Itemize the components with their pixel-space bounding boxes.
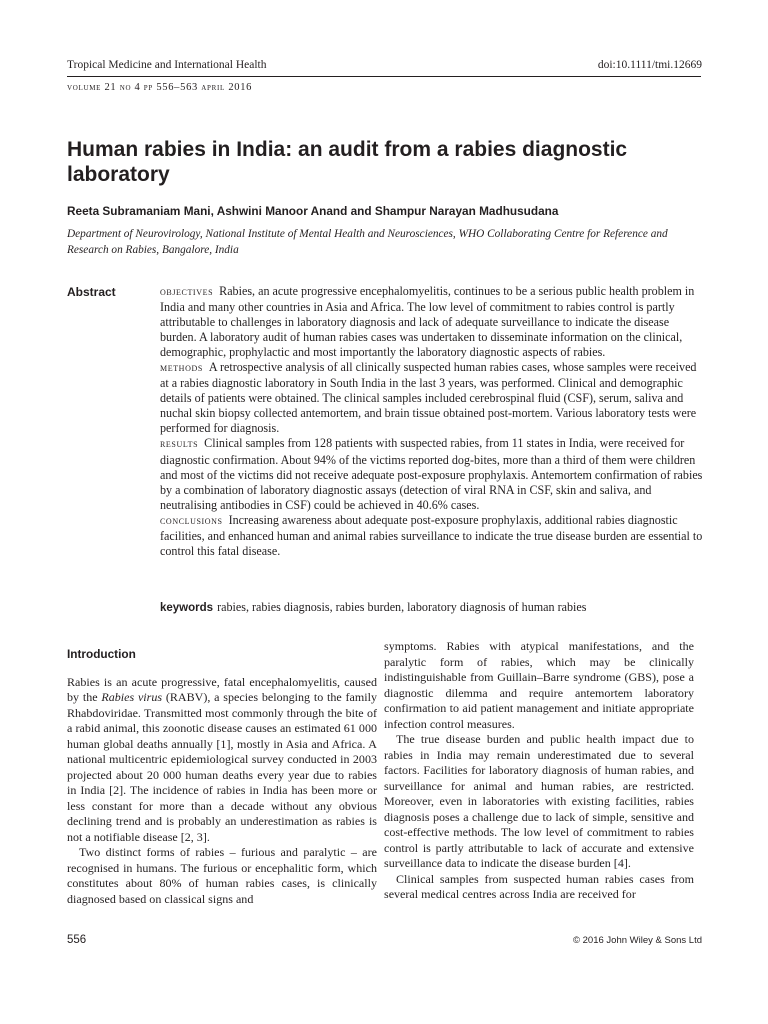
keywords-text: rabies, rabies diagnosis, rabies burden, laboratory diagnosis of human rabies xyxy=(217,600,587,614)
right-paragraph-2: The true disease burden and public health impact due to rabies in India may remain underestimated due to several factors. Facilities for laboratory diagnosis of human rabies, and surveillance for animal and human rabies, are restricted. Moreover, even in laboratories with existing facilities, rabies diagnosis poses a challenge due to lack of simple, sensitive and cost-effective methods. The low level of commitment to rabies control is partly attributable to lack of accurate and extensive surveillance data to indicate the disease burden [4]. xyxy=(384,732,694,870)
abstract-body xyxy=(160,284,708,559)
results-text: Clinical samples from 128 patients with suspected rabies, from 11 states in India, were received for diagnostic confirmation. About 94% of the victims reported dog-bites, more than a third of them were children and most of the victims did not receive adequate post-exposure prophylaxis. Antemortem confirmation of rabies by a combination of laboratory diagnostic assays (detection of viral RNA in CSF, skin and saliva, and neutralising antibodies in CSF) could be achieved in 40.6% cases. xyxy=(160,436,703,512)
objectives-text: Rabies, an acute progressive encephalomyelitis, continues to be a serious public health problem in India and many other countries in Asia and Africa. The low level of commitment to rabies control is partly attributable to challenges in laboratory diagnosis and lack of adequate surveillance to indicate the disease burden. A laboratory audit of human rabies cases was undertaken to disseminate information on the clinical, demographic, prophylactic and most importantly the laboratory diagnostic aspects of rabies. xyxy=(160,284,695,360)
keywords xyxy=(160,600,708,615)
abstract-conclusions xyxy=(160,513,708,559)
intro-paragraph-1 xyxy=(67,675,377,846)
keywords-label: keywords xyxy=(160,602,214,614)
section-head-methods: methods xyxy=(160,362,203,375)
header-rule xyxy=(67,76,701,77)
doi: doi:10.1111/tmi.12669 xyxy=(597,59,702,71)
body-column-right xyxy=(384,639,694,903)
body-column-left xyxy=(67,639,377,907)
right-paragraph-1: symptoms. Rabies with atypical manifestations, and the paralytic form of rabies, which may be clinically indistinguishable from Guillain–Barre syndrome (GBS), pose a diagnostic dilemma and require antemortem laboratory confirmation to aid patient management and initiate appropriate infection control measures. xyxy=(384,639,694,731)
intro-p1-rest: (RABV), a species belonging to the family Rhabdoviridae. Transmitted most commonly through the bite of a rabid animal, this zoonotic disease causes an estimated 61 000 human global deaths annually [1], mostly in Asia and Africa. A national multicentric epidemiological survey conducted in 2003 projected about 20 000 human deaths every year due to rabies in India [2]. The incidence of rabies in India has been more or less constant for more than a decade without any obvious declining trend and is probably an underestimation as rabies is not a notifiable disease [2, 3]. xyxy=(67,690,377,844)
section-head-objectives: objectives xyxy=(160,286,214,298)
abstract-methods xyxy=(160,360,708,436)
authors: Reeta Subramaniam Mani, Ashwini Manoor Anand and Shampur Narayan Madhusudana xyxy=(67,204,559,218)
volume-line: volume 21 no 4 pp 556–563 april 2016 xyxy=(67,82,253,93)
conclusions-text: Increasing awareness about adequate post-exposure prophylaxis, additional rabies diagnostic facilities, and enhanced human and animal rabies surveillance to indicate the true disease burden are essential to control this fatal disease. xyxy=(160,512,703,558)
intro-p1-start: Rabies is an acute progressive, fatal encephalomyelitis, caused by the xyxy=(67,674,377,704)
journal-name: Tropical Medicine and International Health xyxy=(67,59,267,71)
abstract-objectives xyxy=(160,284,708,360)
methods-text: A retrospective analysis of all clinically suspected human rabies cases, whose samples were received at a rabies diagnostic laboratory in South India in the last 3 years, was performed. Clinical and demographic details of patients were obtained. The clinical samples included cerebrospinal fluid (CSF), serum, saliva and nuchal skin biopsy collected antemortem, and brain tissue obtained post-mortem. Various laboratory tests were performed for diagnosis. xyxy=(160,360,697,436)
section-head-results: results xyxy=(160,438,199,451)
copyright: © 2016 John Wiley & Sons Ltd xyxy=(573,935,702,946)
right-paragraph-3: Clinical samples from suspected human rabies cases from several medical centres across India are received for xyxy=(384,871,694,901)
article-title: Human rabies in India: an audit from a rabies diagnostic laboratory xyxy=(67,138,628,186)
section-head-conclusions: conclusions xyxy=(160,514,223,527)
page-number: 556 xyxy=(67,934,87,946)
intro-paragraph-2: Two distinct forms of rabies – furious and paralytic – are recognised in humans. The furious or encephalitic form, which constitutes about 80% of human rabies cases, is clinically diagnosed based on classical signs and xyxy=(67,845,377,906)
affiliation: Department of Neurovirology, National Institute of Mental Health and Neurosciences, WHO Collaborating Centre for Reference and Research on Rabies, Bangalore, India xyxy=(67,228,668,256)
abstract-results xyxy=(160,436,708,512)
virus-name-italic: Rabies virus xyxy=(101,690,163,704)
introduction-heading: Introduction xyxy=(67,647,136,661)
abstract-label: Abstract xyxy=(67,285,116,299)
